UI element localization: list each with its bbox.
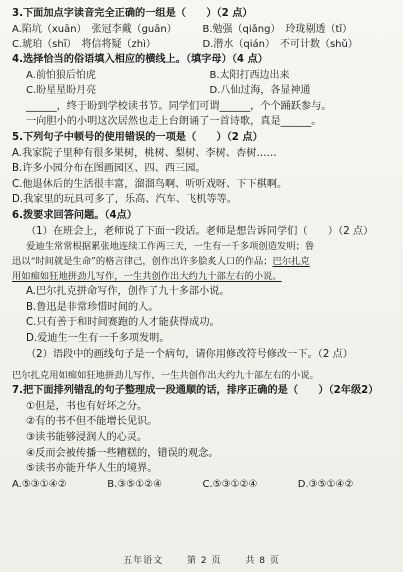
q7-item-5: ⑤读书亦能升华人生的境界。 [26, 463, 158, 475]
q7-option-b[interactable]: B.③⑤①②④ [107, 478, 163, 490]
q4-option-d[interactable]: D.八仙过海，各显神通 [209, 85, 311, 97]
footer-total-pages: 共 8 页 [245, 556, 280, 566]
q7-item-4: ④反而会被传播一些糟糕的，错误的观念。 [26, 447, 219, 459]
q7-item-1: ①但是，书也有好坏之分。 [26, 400, 148, 412]
q3-options-row2 [12, 37, 393, 52]
q3-option-d[interactable]: D.潜水（qián） 不可计数（shǔ） [202, 39, 358, 50]
q7-options [12, 477, 393, 492]
q5-option-b[interactable]: B.许多小园分布在图画园区、四、西三园。 [12, 163, 206, 175]
q4-stem: 4.选择恰当的俗语填入相应的横线上。（填字母）（4 点） [12, 54, 268, 66]
q4-option-c[interactable]: C.盼星星盼月亮 [26, 85, 97, 97]
q5-option-a[interactable]: A.我家院子里种有很多果树，桃树、梨树、李树、杏树…… [12, 147, 277, 159]
q6-underlined-sentence-start: 巴尔扎克 [272, 256, 310, 268]
q4-options-row2 [12, 83, 393, 98]
q3-stem: 3.下面加点字读音完全正确的一组是（ ）（2 点） [12, 8, 253, 19]
page-footer [0, 553, 403, 566]
q6-passage-line-1: 爱迪生常常根据累张地连续工作两三天，一生有一千多项创造发明；鲁 [26, 241, 315, 253]
q7-option-c[interactable]: C.⑤③①②④ [202, 478, 258, 490]
q7-option-d[interactable]: D.③⑤①④② [297, 478, 354, 490]
q6-passage-line-2 [12, 254, 393, 269]
q3-option-b[interactable]: B.勉强（qiǎng） 玲珑剔透（tī） [202, 23, 353, 35]
q7-item-2: ②有的书不但不能增长见识。 [26, 416, 158, 428]
q6-sick-sentence[interactable]: 巴尔扎克用如痴如狂地拼劲儿写作，一生共创作出大约九十部左右的小说。 [12, 370, 319, 382]
q6-underlined-sentence: 用如痴如狂地拼劲儿写作，一生共创作出大约九十部左右的小说。 [12, 271, 282, 283]
footer-subject: 五年语文 [123, 556, 164, 566]
q4-option-b[interactable]: B.太阳打西边出来 [209, 70, 290, 81]
q4-options-row1 [12, 68, 393, 83]
q7-option-a[interactable]: A.⑤③①④② [12, 478, 67, 490]
q4-option-a[interactable]: A.前怕狼后怕虎 [26, 70, 96, 81]
q5-stem: 5.下列句子中顿号的使用错误的一项是（ ）（2 点） [12, 132, 263, 143]
q3-options-row1 [12, 22, 393, 37]
q6-option-c[interactable]: C.只有善于和时间赛跑的人才能获得成功。 [26, 317, 220, 329]
q6-stem: 6.拨要求回答问题。（4点） [12, 209, 138, 221]
q3-option-a[interactable]: A.陷坑（xuān） 张冠李戴（guān） [12, 23, 177, 35]
q6-option-d[interactable]: D.爱迪生一生有一千多项发明。 [26, 332, 170, 344]
q6-sub1: （1）在班会上，老师说了下面一段话。老师是想告诉同学们（ ）（2 点） [26, 225, 374, 237]
q3-option-c[interactable]: C.琥珀（shī） 将信将疑（zhì） [12, 39, 156, 50]
q7-stem: 7.把下面排列错乱的句子整理成一段通顺的话，排序正确的是（ ）（2年级2） [12, 385, 379, 397]
q5-option-c[interactable]: C.他退休后的生活很丰富，溜溜鸟啊、听听戏呀、下下棋啊。 [12, 178, 288, 190]
footer-page-number: 第 2 页 [187, 556, 222, 566]
q6-passage-line-3 [12, 269, 393, 284]
q6-option-b[interactable]: B.鲁迅是非常珍惜时间的人。 [26, 301, 159, 313]
q4-fill-line-2[interactable]: 一向胆小的小明这次居然也走上台朗诵了一首诗歌，真是______。 [26, 116, 322, 128]
q5-option-d[interactable]: D.我家里的玩具可多了，乐高、汽车、飞机等等。 [12, 194, 238, 206]
q4-fill-line-1[interactable]: ______，终于盼到学校读书节。同学们可谓______，个个踊跃参与。 [26, 100, 332, 112]
q6-option-a[interactable]: A.巴尔扎克拼命写作，创作了九十多部小说。 [26, 286, 230, 298]
q7-item-3: ③读书能够浸润人的心灵。 [26, 431, 148, 443]
q6-sub2: （2）语段中的画线句子是一个病句，请你用修改符号修改一下。（2 点） [26, 348, 353, 360]
q6-passage-text: 迅以“时间就是生命”的格言律己，创作出许多脍炙人口的作品； [12, 256, 273, 268]
